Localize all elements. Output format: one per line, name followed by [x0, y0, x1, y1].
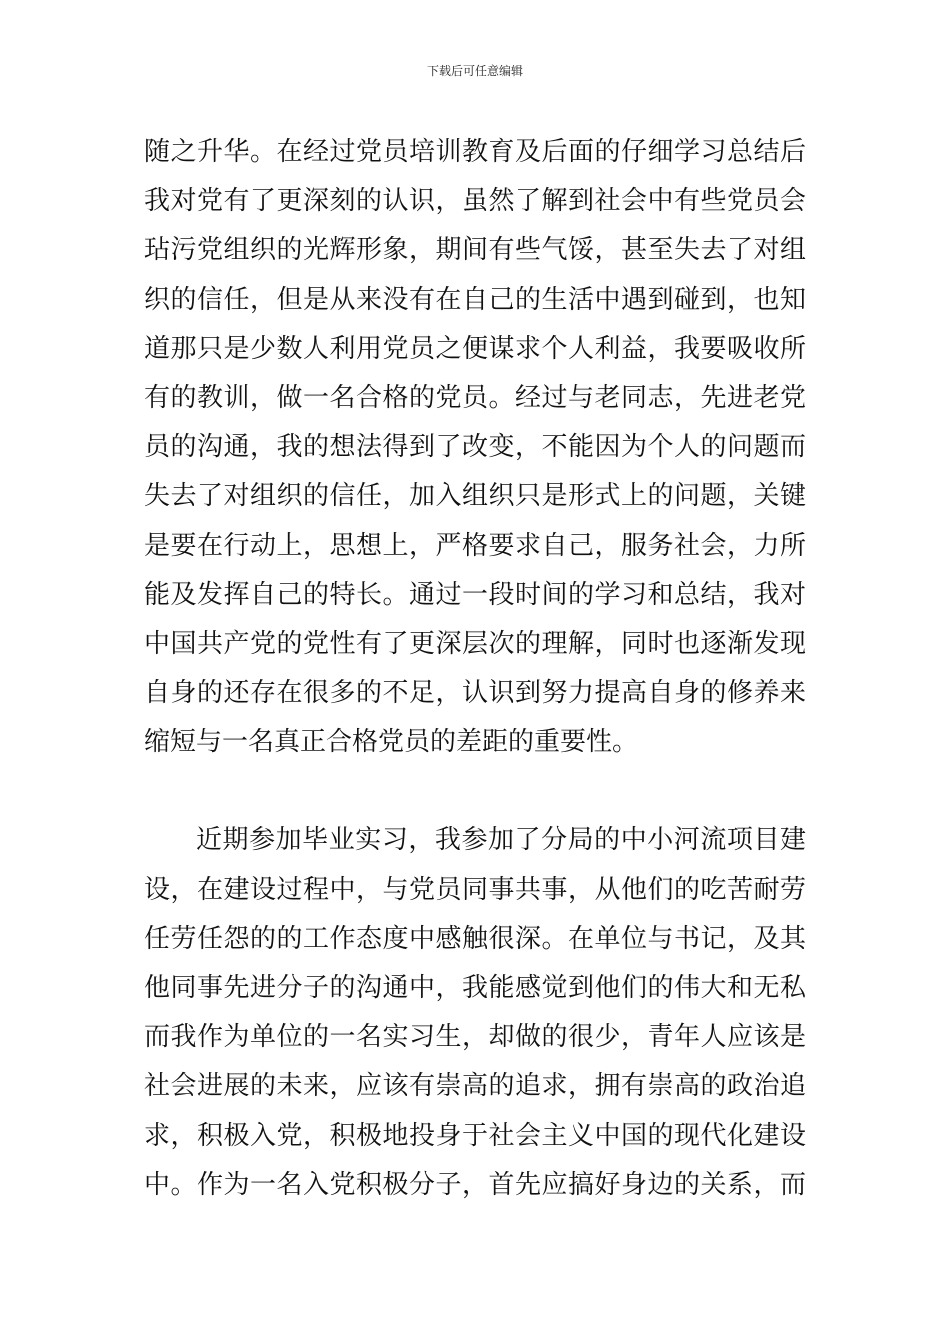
- paragraph-spacer: [144, 767, 806, 816]
- text-line: 设，在建设过程中，与党员同事共事，从他们的吃苦耐劳: [144, 874, 806, 905]
- paragraph-1: [144, 128, 806, 767]
- text-line: 织的信任，但是从来没有在自己的生活中遇到碰到，也知: [144, 284, 806, 315]
- text-line: 他同事先进分子的沟通中，我能感觉到他们的伟大和无私: [144, 973, 806, 1003]
- text-line: 中国共产党的党性有了更深层次的理解，同时也逐渐发现: [144, 628, 806, 659]
- text-line-indented: 近期参加毕业实习，我参加了分局的中小河流项目建: [196, 825, 806, 856]
- text-line: 玷污党组织的光辉形象，期间有些气馁，甚至失去了对组: [144, 235, 806, 266]
- text-line: 随之升华。在经过党员培训教育及后面的仔细学习总结后: [144, 137, 806, 167]
- text-line: 社会进展的未来，应该有崇高的追求，拥有崇高的政治追: [144, 1071, 806, 1102]
- text-line: 任劳任怨的的工作态度中感触很深。在单位与书记，及其: [144, 923, 806, 954]
- text-line: 我对党有了更深刻的认识，虽然了解到社会中有些党员会: [144, 186, 806, 217]
- text-line: 失去了对组织的信任，加入组织只是形式上的问题，关键: [144, 481, 806, 512]
- text-line: 能及发挥自己的特长。通过一段时间的学习和总结，我对: [144, 579, 806, 610]
- text-line: 道那只是少数人利用党员之便谋求个人利益，我要吸收所: [144, 333, 806, 364]
- page-header: 下载后可任意编辑: [426, 64, 523, 78]
- document-body: [144, 128, 806, 1210]
- text-line: 有的教训，做一名合格的党员。经过与老同志，先进老党: [144, 382, 806, 413]
- text-line: 自身的还存在很多的不足，认识到努力提高自身的修养来: [144, 678, 806, 709]
- text-line: 中。作为一名入党积极分子，首先应搞好身边的关系，而: [144, 1169, 806, 1200]
- text-line: 求，积极入党，积极地投身于社会主义中国的现代化建设: [144, 1120, 806, 1151]
- text-line-last: 缩短与一名真正合格党员的差距的重要性。: [144, 727, 639, 758]
- text-line: 而我作为单位的一名实习生，却做的很少，青年人应该是: [144, 1022, 806, 1053]
- text-line: 是要在行动上，思想上，严格要求自己，服务社会，力所: [144, 530, 806, 561]
- text-line: 员的沟通，我的想法得到了改变，不能因为个人的问题而: [144, 432, 806, 463]
- paragraph-2: [144, 816, 806, 1210]
